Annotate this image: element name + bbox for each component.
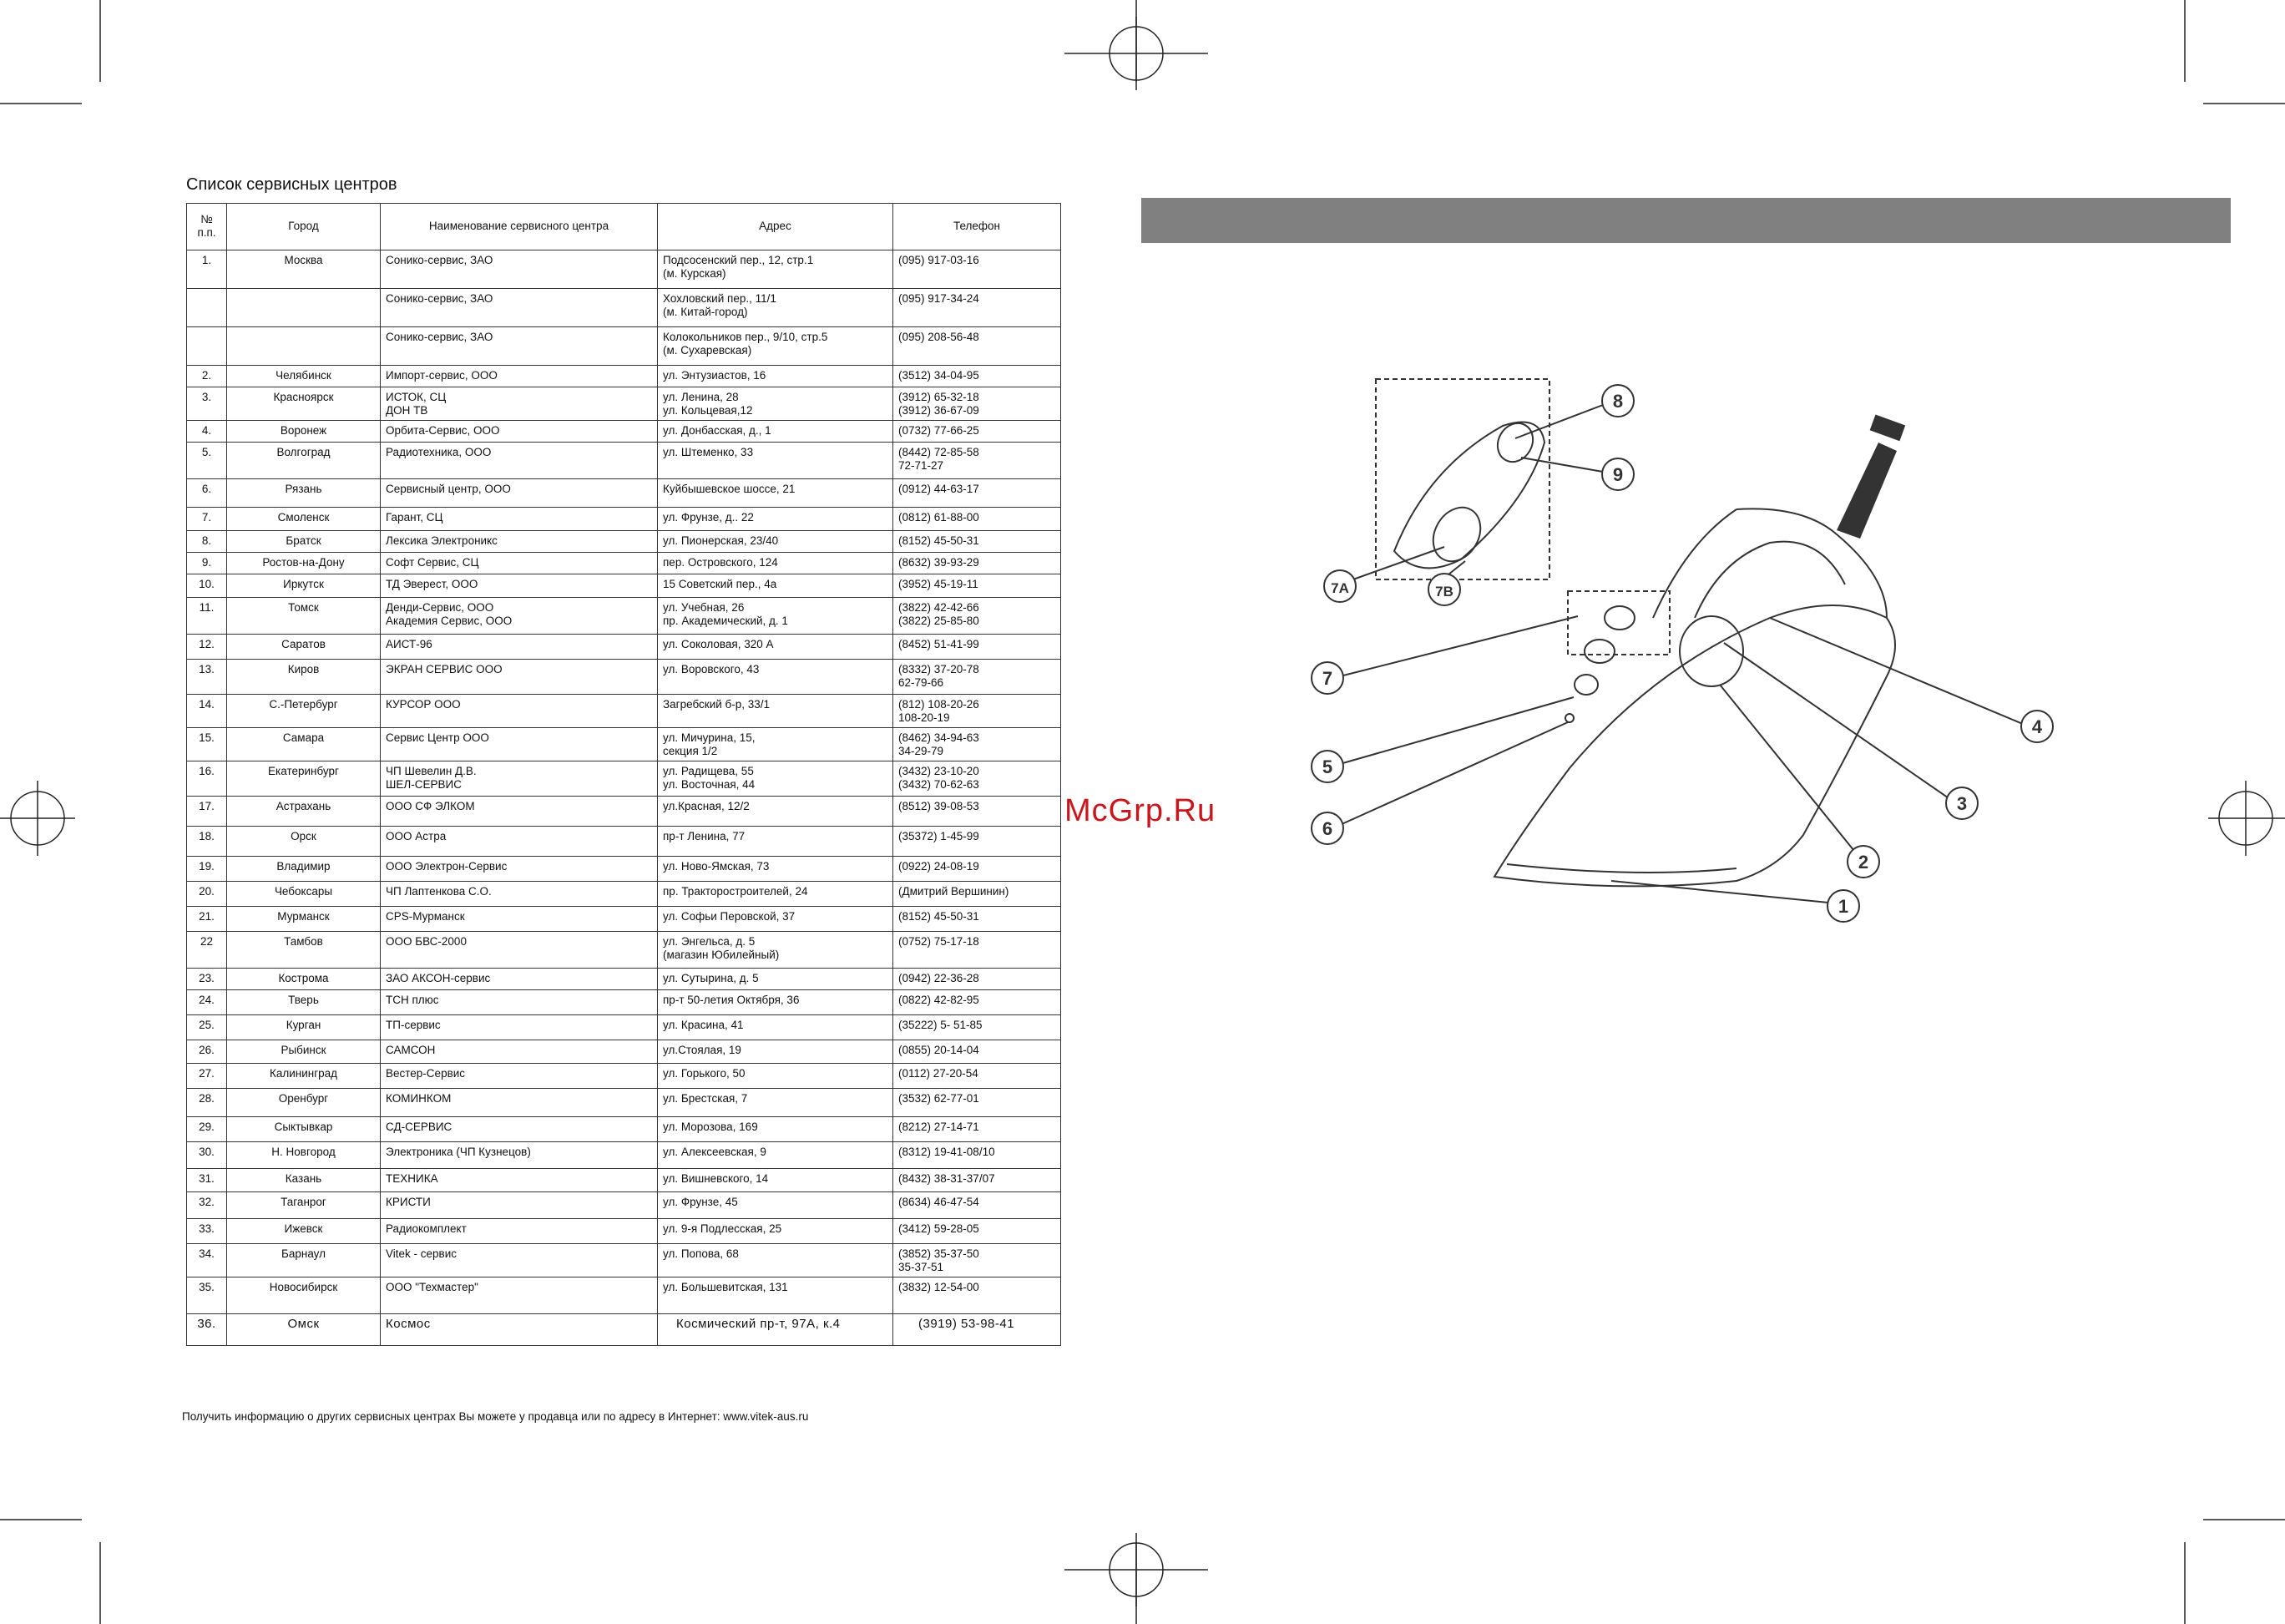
cell-phone: (8312) 19-41-08/10 [893,1142,1061,1169]
cell-phone: (8632) 39-93-29 [893,553,1061,574]
cell-num: 16. [187,761,227,797]
callout-label: 6 [1322,818,1333,839]
table-row [187,1244,1061,1277]
cell-city: Иркутск [227,574,381,598]
cell-phone: (0812) 61-88-00 [893,508,1061,531]
table-row [187,969,1061,990]
cell-num: 21. [187,907,227,932]
table-header-row [187,204,1061,250]
header-address: Адрес [658,204,893,250]
cell-num: 6. [187,479,227,508]
table-row [187,695,1061,728]
cell-name: ТЕХНИКА [381,1169,658,1192]
cell-name: ЧП Шевелин Д.В. ШЕЛ-СЕРВИС [381,761,658,797]
cell-num: 28. [187,1089,227,1117]
cell-name: ТД Эверест, ООО [381,574,658,598]
cell-num-empty [187,327,227,366]
cell-address: ул. Попова, 68 [658,1244,893,1277]
cell-address: ул. Вишневского, 14 [658,1169,893,1192]
cell-phone: (0822) 42-82-95 [893,990,1061,1015]
cell-phone: (0732) 77-66-25 [893,421,1061,443]
iron-diagram [1302,367,2054,935]
cell-name: Вестер-Сервис [381,1064,658,1089]
cell-num: 1. [187,250,227,289]
table-row [187,1015,1061,1040]
cell-name: КРИСТИ [381,1192,658,1219]
cell-phone: (35222) 5- 51-85 [893,1015,1061,1040]
cell-city: Москва [227,250,381,289]
callout-label: 7A [1331,580,1349,596]
cell-phone: (0912) 44-63-17 [893,479,1061,508]
cell-name: Космос [381,1314,658,1346]
cell-name: Сонико-сервис, ЗАО [381,327,658,366]
cell-num: 36. [187,1314,227,1346]
cell-city: Красноярск [227,387,381,421]
cell-address: ул. Пионерская, 23/40 [658,531,893,553]
cell-phone: (812) 108-20-26 108-20-19 [893,695,1061,728]
cell-num: 11. [187,598,227,635]
cell-city: Новосибирск [227,1277,381,1314]
cell-address: пр. Тракторостроителей, 24 [658,882,893,907]
cell-city: Волгоград [227,443,381,479]
cell-num: 18. [187,827,227,857]
callout-label: 1 [1838,896,1849,917]
callout-label: 8 [1612,391,1624,412]
cell-city: Тамбов [227,932,381,969]
table-row [187,1117,1061,1142]
cell-num: 31. [187,1169,227,1192]
cell-address: ул. Мичурина, 15, секция 1/2 [658,728,893,761]
cell-num: 10. [187,574,227,598]
cell-name: Сонико-сервис, ЗАО [381,250,658,289]
table-row [187,635,1061,660]
header-name: Наименование сервисного центра [381,204,658,250]
callout-label: 3 [1956,793,1968,814]
cell-address: Загребский б-р, 33/1 [658,695,893,728]
cell-city: Омск [227,1314,381,1346]
cell-name: ООО "Техмастер" [381,1277,658,1314]
cell-phone: (3512) 34-04-95 [893,366,1061,387]
table-row [187,598,1061,635]
cell-name: КУРСОР ООО [381,695,658,728]
cell-address: Подсосенский пер., 12, стр.1 (м. Курская) [658,250,893,289]
cell-num: 29. [187,1117,227,1142]
cell-city-empty [227,289,381,327]
cell-num: 5. [187,443,227,479]
cell-city: Воронеж [227,421,381,443]
cell-num: 13. [187,660,227,695]
inset-box-top [1376,379,1549,579]
cell-address: пер. Островского, 124 [658,553,893,574]
cell-num: 30. [187,1142,227,1169]
cell-address: Колокольников пер., 9/10, стр.5 (м. Сухаревская) [658,327,893,366]
cell-num: 32. [187,1192,227,1219]
cell-phone: (0752) 75-17-18 [893,932,1061,969]
cell-name: Vitek - сервис [381,1244,658,1277]
cell-num: 26. [187,1040,227,1064]
cell-phone: (3832) 12-54-00 [893,1277,1061,1314]
cell-name: ТСН плюс [381,990,658,1015]
cell-name: Сонико-сервис, ЗАО [381,289,658,327]
cell-city: Астрахань [227,797,381,827]
cell-num: 34. [187,1244,227,1277]
cell-name: Гарант, СЦ [381,508,658,531]
cell-city: Курган [227,1015,381,1040]
cell-num: 27. [187,1064,227,1089]
cell-city: С.-Петербург [227,695,381,728]
cell-city: Казань [227,1169,381,1192]
cell-phone: (8152) 45-50-31 [893,531,1061,553]
cell-address: ул. Большевитская, 131 [658,1277,893,1314]
cell-num: 15. [187,728,227,761]
cell-address: ул. Соколовая, 320 А [658,635,893,660]
cell-address: ул.Красная, 12/2 [658,797,893,827]
cell-name: Радиокомплект [381,1219,658,1244]
cell-city: Сыктывкар [227,1117,381,1142]
cell-phone: (35372) 1-45-99 [893,827,1061,857]
service-centers-table [186,203,1061,1346]
cell-city: Самара [227,728,381,761]
cell-city: Владимир [227,857,381,882]
cell-address: ул.Стоялая, 19 [658,1040,893,1064]
cell-phone: (Дмитрий Вершинин) [893,882,1061,907]
cell-phone: (8512) 39-08-53 [893,797,1061,827]
cell-num: 4. [187,421,227,443]
cell-phone: (8634) 46-47-54 [893,1192,1061,1219]
cell-address: пр-т 50-летия Октября, 36 [658,990,893,1015]
cell-name: Сервисный центр, ООО [381,479,658,508]
cell-phone: (0855) 20-14-04 [893,1040,1061,1064]
cell-num: 19. [187,857,227,882]
cell-phone: (3912) 65-32-18 (3912) 36-67-09 [893,387,1061,421]
table-row [187,574,1061,598]
cell-phone: (3532) 62-77-01 [893,1089,1061,1117]
cell-name: ИСТОК, СЦ ДОН ТВ [381,387,658,421]
table-row [187,1089,1061,1117]
cell-phone: (095) 917-03-16 [893,250,1061,289]
cell-address: ул. Ленина, 28 ул. Кольцевая,12 [658,387,893,421]
cell-address: ул. Учебная, 26 пр. Академический, д. 1 [658,598,893,635]
cell-phone: (8212) 27-14-71 [893,1117,1061,1142]
table-row [187,421,1061,443]
table-row [187,1064,1061,1089]
cell-num-empty [187,289,227,327]
cell-address: Куйбышевское шоссе, 21 [658,479,893,508]
cell-city: Орск [227,827,381,857]
cell-city: Ижевск [227,1219,381,1244]
table-row-last [187,1314,1061,1346]
footer-note: Получить информацию о других сервисных центрах Вы можете у продавца или по адресу в Интернет: www.vitek-aus.ru [182,1410,809,1423]
cell-name: ООО Электрон-Сервис [381,857,658,882]
table-row [187,1277,1061,1314]
cell-num: 20. [187,882,227,907]
cell-address: ул. Радищева, 55 ул. Восточная, 44 [658,761,893,797]
cell-num: 33. [187,1219,227,1244]
cell-num: 17. [187,797,227,827]
table-row [187,797,1061,827]
cell-phone: (8462) 34-94-63 34-29-79 [893,728,1061,761]
cell-num: 24. [187,990,227,1015]
inset-box-mid [1568,591,1670,655]
cell-phone: (3822) 42-42-66 (3822) 25-85-80 [893,598,1061,635]
table-row [187,387,1061,421]
cell-name: Сервис Центр ООО [381,728,658,761]
cell-num: 35. [187,1277,227,1314]
table-row [187,1192,1061,1219]
table-row-moscow-3 [187,327,1061,366]
cell-address: ул. Морозова, 169 [658,1117,893,1142]
dial-outline [1680,616,1743,686]
table-row [187,508,1061,531]
cell-name: CPS-Мурманск [381,907,658,932]
cell-city: Челябинск [227,366,381,387]
cell-city: Таганрог [227,1192,381,1219]
cell-phone: (0112) 27-20-54 [893,1064,1061,1089]
cell-address: ул. Воровского, 43 [658,660,893,695]
cell-address: ул. Софьи Перовской, 37 [658,907,893,932]
watermark: McGrp.Ru [1064,793,1216,828]
cell-num: 3. [187,387,227,421]
cell-address: ул. Алексеевская, 9 [658,1142,893,1169]
cord-sleeve [1837,443,1897,539]
table-row [187,443,1061,479]
cell-phone: (0922) 24-08-19 [893,857,1061,882]
cell-address: Хохловский пер., 11/1 (м. Китай-город) [658,289,893,327]
cell-name: Денди-Сервис, ООО Академия Сервис, ООО [381,598,658,635]
callout-label: 7B [1435,584,1453,600]
cell-city: Кострома [227,969,381,990]
cell-phone: (8332) 37-20-78 62-79-66 [893,660,1061,695]
cell-num: 12. [187,635,227,660]
cell-name: ЗАО АКСОН-сервис [381,969,658,990]
cell-address: ул. Фрунзе, д.. 22 [658,508,893,531]
cell-name: Импорт-сервис, ООО [381,366,658,387]
gray-header-bar [1141,198,2231,243]
cell-city: Мурманск [227,907,381,932]
callout-label: 5 [1322,756,1333,777]
cell-city-empty [227,327,381,366]
cell-city: Братск [227,531,381,553]
cell-phone: (3952) 45-19-11 [893,574,1061,598]
cell-name: Орбита-Сервис, ООО [381,421,658,443]
cell-address: 15 Советский пер., 4а [658,574,893,598]
table-row [187,1219,1061,1244]
document-title: Список сервисных центров [186,175,397,194]
table-row [187,907,1061,932]
table-row-moscow-2 [187,289,1061,327]
table-row-moscow-1 [187,250,1061,289]
table-row [187,932,1061,969]
cell-city: Калининград [227,1064,381,1089]
cell-phone: (3919) 53-98-41 [893,1314,1061,1346]
cell-city: Барнаул [227,1244,381,1277]
table-row [187,479,1061,508]
cell-phone: (095) 208-56-48 [893,327,1061,366]
table-row [187,1040,1061,1064]
table-row [187,827,1061,857]
cell-name: ЭКРАН СЕРВИС ООО [381,660,658,695]
table-row [187,660,1061,695]
header-num: № п.п. [187,204,227,250]
table-row [187,366,1061,387]
cell-address: ул. Сутырина, д. 5 [658,969,893,990]
cell-name: КОМИНКОМ [381,1089,658,1117]
cell-phone: (095) 917-34-24 [893,289,1061,327]
cell-address: ул. Брестская, 7 [658,1089,893,1117]
cell-name: ТП-сервис [381,1015,658,1040]
cell-city: Екатеринбург [227,761,381,797]
cell-name: ООО Астра [381,827,658,857]
header-city: Город [227,204,381,250]
cell-name: ООО БВС-2000 [381,932,658,969]
cell-name: Софт Сервис, СЦ [381,553,658,574]
cell-city: Томск [227,598,381,635]
cell-address: ул. Фрунзе, 45 [658,1192,893,1219]
cell-phone: (3852) 35-37-50 35-37-51 [893,1244,1061,1277]
header-phone: Телефон [893,204,1061,250]
cell-name: АИСТ-96 [381,635,658,660]
cell-address: ул. Горького, 50 [658,1064,893,1089]
table-row [187,531,1061,553]
cell-address: ул. Энтузиастов, 16 [658,366,893,387]
cell-num: 22 [187,932,227,969]
table-row [187,728,1061,761]
cell-num: 9. [187,553,227,574]
cell-city: Смоленск [227,508,381,531]
cell-name: Радиотехника, ООО [381,443,658,479]
callout-label: 9 [1612,464,1624,485]
cell-city: Саратов [227,635,381,660]
table-row [187,1142,1061,1169]
cell-num: 14. [187,695,227,728]
callout-label: 2 [1858,852,1869,873]
cell-num: 8. [187,531,227,553]
cell-address: Космический пр-т, 97А, к.4 [658,1314,893,1346]
cell-address: ул. Донбасская, д., 1 [658,421,893,443]
cell-city: Н. Новгород [227,1142,381,1169]
callout-label: 7 [1322,668,1333,689]
cell-address: ул. Энгельса, д. 5 (магазин Юбилейный) [658,932,893,969]
table-row [187,553,1061,574]
cell-city: Киров [227,660,381,695]
cell-phone: (8452) 51-41-99 [893,635,1061,660]
cell-address: ул. Красина, 41 [658,1015,893,1040]
cell-num: 25. [187,1015,227,1040]
table-row [187,761,1061,797]
cell-address: пр-т Ленина, 77 [658,827,893,857]
cell-num: 2. [187,366,227,387]
cell-city: Тверь [227,990,381,1015]
iron-body-outline [1494,605,1895,886]
cell-city: Ростов-на-Дону [227,553,381,574]
cell-phone: (3432) 23-10-20 (3432) 70-62-63 [893,761,1061,797]
cell-address: ул. Штеменко, 33 [658,443,893,479]
cell-phone: (8432) 38-31-37/07 [893,1169,1061,1192]
cell-city: Рыбинск [227,1040,381,1064]
cell-name: СД-СЕРВИС [381,1117,658,1142]
callout-label: 4 [2031,716,2043,737]
cell-num: 7. [187,508,227,531]
cell-name: ООО СФ ЭЛКОМ [381,797,658,827]
cell-city: Оренбург [227,1089,381,1117]
table-row [187,882,1061,907]
cell-address: ул. 9-я Подлесская, 25 [658,1219,893,1244]
cell-city: Чебоксары [227,882,381,907]
cell-name: ЧП Лаптенкова С.О. [381,882,658,907]
cell-num: 23. [187,969,227,990]
table-row [187,1169,1061,1192]
table-row [187,990,1061,1015]
cell-phone: (3412) 59-28-05 [893,1219,1061,1244]
cell-name: САМСОН [381,1040,658,1064]
table-row [187,857,1061,882]
cell-address: ул. Ново-Ямская, 73 [658,857,893,882]
cell-phone: (8152) 45-50-31 [893,907,1061,932]
cell-phone: (8442) 72-85-58 72-71-27 [893,443,1061,479]
cell-city: Рязань [227,479,381,508]
cell-name: Лексика Электроникс [381,531,658,553]
cell-phone: (0942) 22-36-28 [893,969,1061,990]
cell-name: Электроника (ЧП Кузнецов) [381,1142,658,1169]
